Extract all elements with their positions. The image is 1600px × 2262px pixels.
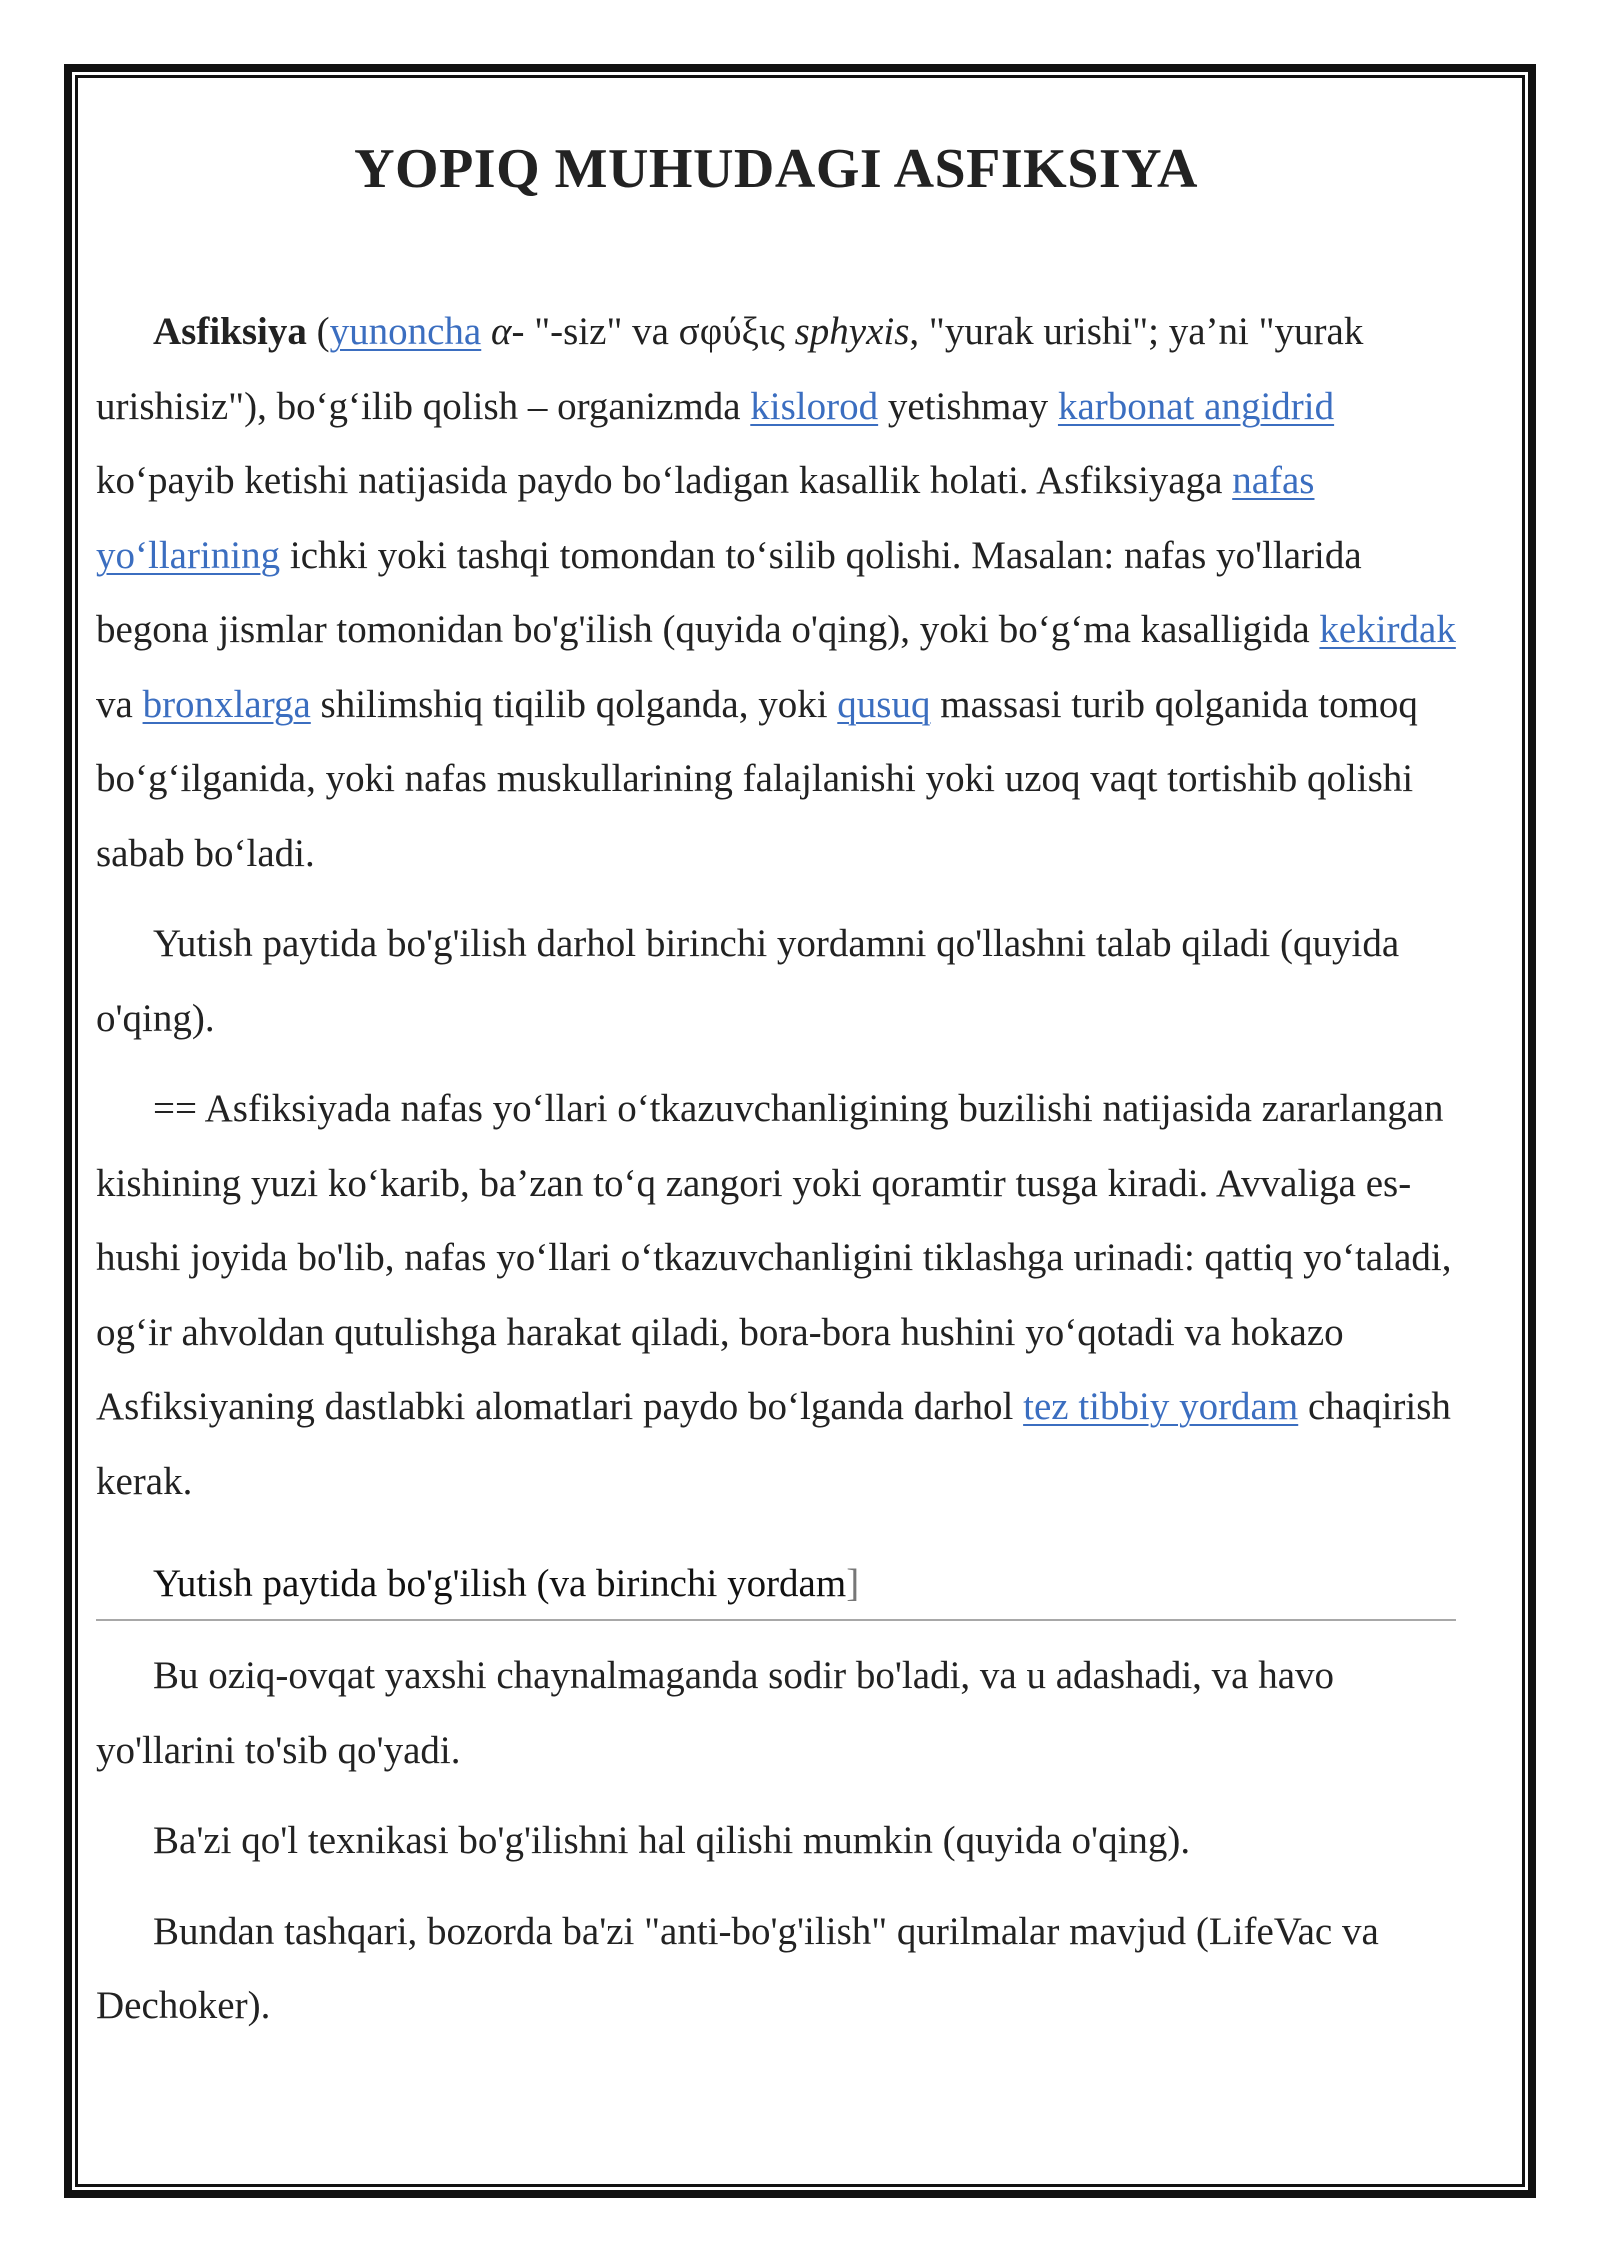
paragraph-hand-technique: Ba'zi qo'l texnikasi bo'g'ilishni hal qilishi mumkin (quyida o'qing).	[153, 1819, 1191, 1863]
section-heading-bracket: ]	[846, 1562, 860, 1606]
link-bronxlarga[interactable]: bronxlarga	[142, 682, 311, 726]
paragraph-choking-cause: Bu oziq-ovqat yaxshi chaynalmaganda sodir bo'ladi, va u adashadi, va havo yo'llarini to'sib qo'yadi.	[96, 1654, 1335, 1772]
link-karbonat-angidrid[interactable]: karbonat angidrid	[1057, 384, 1335, 428]
paragraph-definition: Asfiksiya (yunoncha α- "-siz" va σφύξις sphyxis, "yurak urishi"; ya’ni "yurak urishisiz"), bo‘g‘ilib qolish – organizmda kislorod yetishmay karbonat angidrid ko‘payib ketishi natijasida paydo bo‘ladigan kasallik holati. Asfiksiyaga nafas yo‘llarining ichki yoki tashqi tomondan to‘silib qolishi. Masalan: nafas yo'llarida begona jismlar tomonidan bo'g'ilish (quyida o'qing), yoki bo‘g‘ma kasalligida kekirdak va bronxlarga shilimshiq tiqilib qolganda, yoki qusuq massasi turib qolganida tomoq bo‘g‘ilganida, yoki nafas muskullarining falajlanishi yoki uzoq vaqt tortishib qolishi sabab bo‘ladi.	[96, 310, 1456, 875]
paragraph-symptoms: == Asfiksiyada nafas yo‘llari o‘tkazuvchanligining buzilishi natijasida zararlangan kishining yuzi ko‘karib, ba’zan to‘q zangori yoki qoramtir tusga kiradi. Avvaliga es-hushi joyida bo'lib, nafas yo‘llari o‘tkazuvchanligini tiklashga urinadi: qattiq yo‘taladi, og‘ir ahvoldan qutulishga harakat qiladi, bora-bora hushini yo‘qotadi va hokazo Asfiksiyaning dastlabki alomatlari paydo bo‘lganda darhol tez tibbiy yordam chaqirish kerak.	[96, 1087, 1452, 1503]
link-tez-tibbiy-yordam[interactable]: tez tibbiy yordam	[1023, 1385, 1299, 1429]
link-kekirdak[interactable]: kekirdak	[1319, 608, 1456, 652]
paragraph-first-aid-note: Yutish paytida bo'g'ilish darhol birinchi yordamni qo'llashni talab qiladi (quyida o'qing).	[96, 922, 1400, 1040]
link-qusuq[interactable]: qusuq	[837, 682, 931, 726]
page-title: YOPIQ MUHUDAGI ASFIKSIYA	[354, 138, 1198, 200]
term-asfiksiya: Asfiksiya	[153, 310, 307, 354]
paragraph-devices: Bundan tashqari, bozorda ba'zi "anti-bo'g'ilish" qurilmalar mavjud (LifeVac va Dechoker).	[96, 1909, 1379, 2028]
document-body	[96, 120, 1456, 2044]
link-yunoncha[interactable]: yunoncha	[329, 310, 482, 354]
link-nafas-yollarining[interactable]: nafas yo‘llarining	[96, 459, 1315, 577]
section-heading	[96, 1549, 1456, 1621]
section-heading-text: Yutish paytida bo'g'ilish (va birinchi yordam	[153, 1562, 847, 1606]
link-kislorod[interactable]: kislorod	[750, 384, 879, 428]
